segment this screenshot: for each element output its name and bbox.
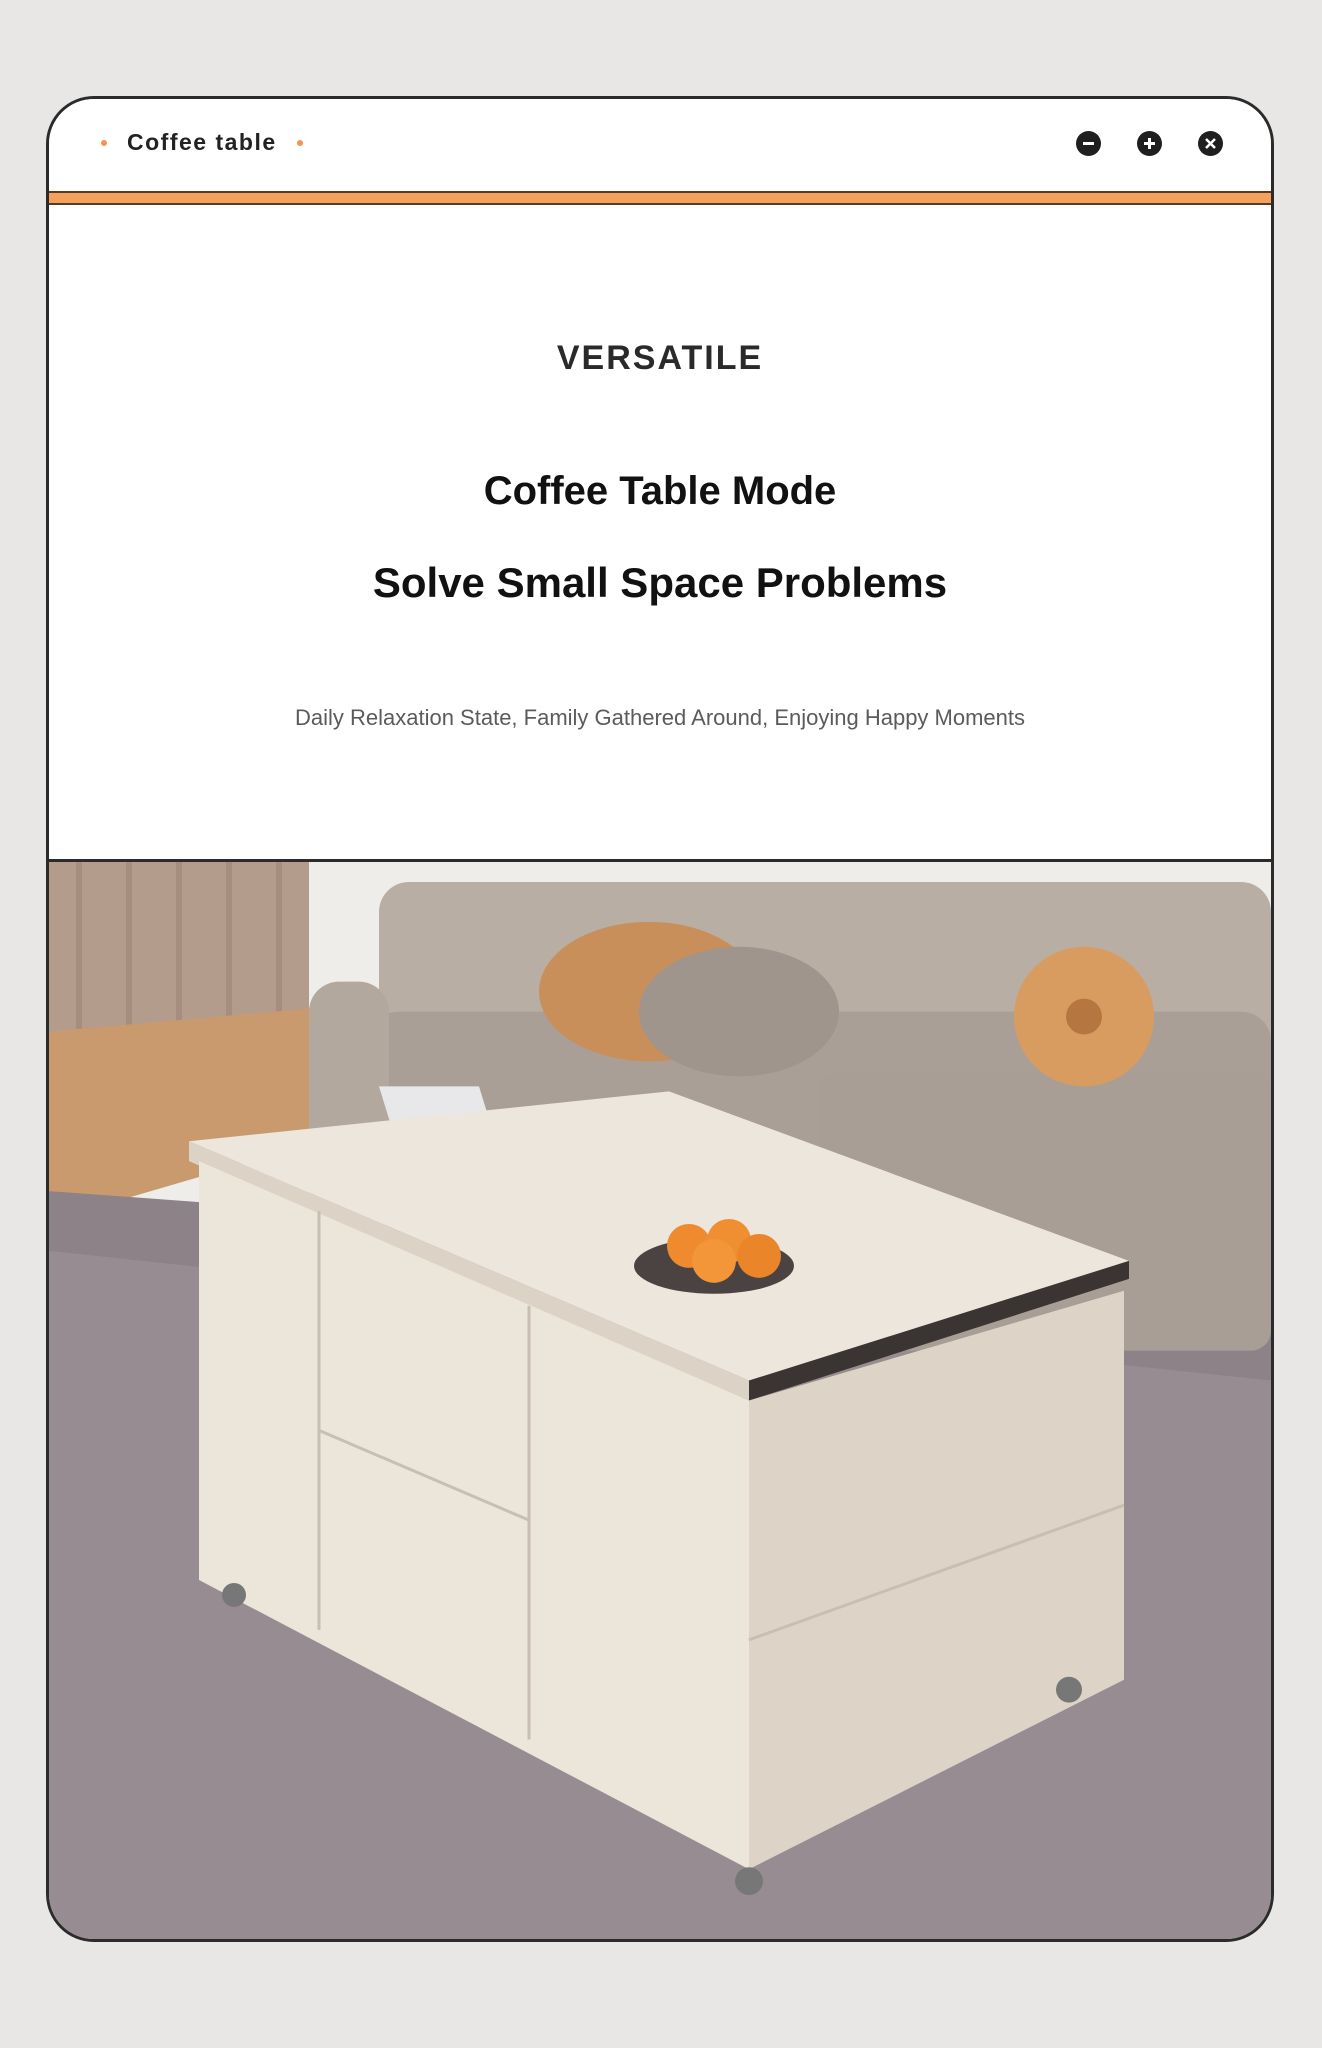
product-photo	[49, 859, 1271, 1939]
window-title-group	[101, 129, 303, 156]
accent-stripe	[49, 191, 1271, 205]
window-controls	[1076, 131, 1223, 156]
window-title: Coffee table	[127, 129, 277, 155]
eyebrow-label: VERSATILE	[556, 339, 764, 377]
hero-subtitle: Daily Relaxation State, Family Gathered Around, Enjoying Happy Moments	[294, 705, 1026, 730]
title-dot-right	[297, 140, 303, 146]
title-bar	[49, 99, 1271, 191]
close-button[interactable]	[1198, 131, 1223, 156]
hero-heading-secondary: Solve Small Space Problems	[372, 559, 948, 606]
app-window	[46, 96, 1274, 1942]
minimize-button[interactable]	[1076, 131, 1101, 156]
close-circle-icon	[1204, 137, 1217, 150]
maximize-button[interactable]	[1137, 131, 1162, 156]
title-dot-left	[101, 140, 107, 146]
living-room-illustration	[49, 862, 1271, 1939]
hero-content	[49, 205, 1271, 859]
plus-circle-icon	[1143, 137, 1156, 150]
hero-heading-primary: Coffee Table Mode	[483, 469, 837, 513]
minus-circle-icon	[1082, 137, 1095, 150]
